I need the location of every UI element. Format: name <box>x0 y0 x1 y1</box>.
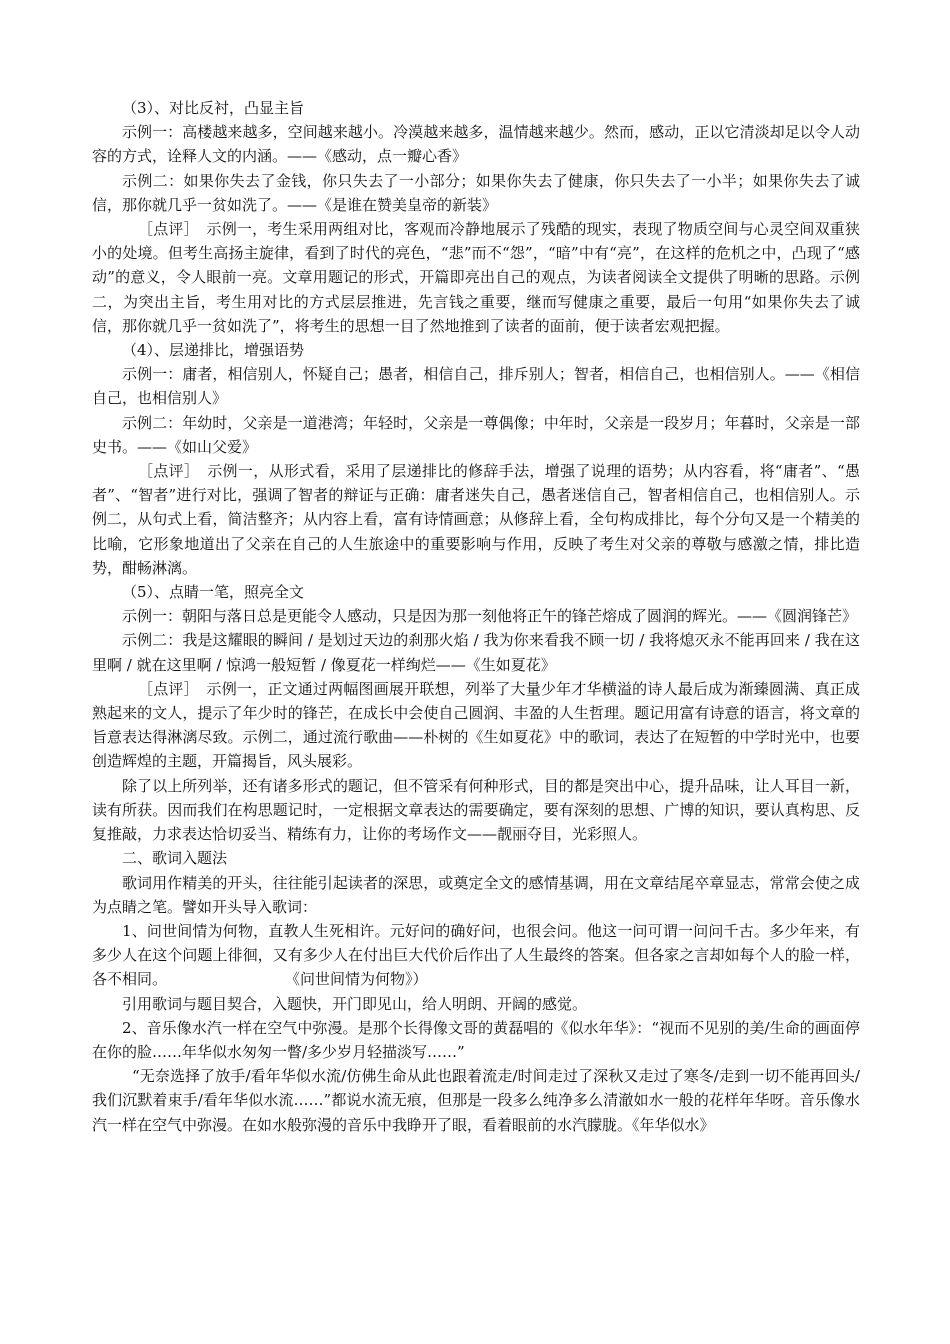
lyrics-example-1 <box>92 919 860 992</box>
document-body <box>92 96 860 1137</box>
section-heading-lyrics: 二、歌词入题法 <box>122 849 228 868</box>
example-paragraph: 示例一：高楼越来越多，空间越来越小。冷漠越来越多，温情越来越少。然而，感动，正以它清淡却足以令人动容的方式，诠释人文的内涵。——《感动，点一瓣心香》 <box>92 123 860 166</box>
body-paragraph: 引用歌词与题目契合，入题快，开门即见山，给人明朗、开阔的感觉。 <box>122 994 588 1013</box>
commentary-paragraph: ［点评］ 示例一，正文通过两幅图画展开联想，列举了大量少年才华横溢的诗人最后成为渐臻圆满、真正成熟起来的文人，提示了年少时的锋芒，在成长中会使自己圆润、丰盈的人生哲理。题记用富有诗意的语言，将文章的旨意表达得淋漓尽致。示例二，通过流行歌曲——朴树的《生如夏花》中的歌词，表达了在短暂的中学时光中，也要创造辉煌的主题，开篇揭旨，风头展彩。 <box>92 679 860 771</box>
lyrics-quote-paragraph: “无奈选择了放手/看年华似水流/仿佛生命从此也跟着流走/时间走过了深秋又走过了寒冬/走到一切不能再回头/我们沉默着束手/看年华似水流……”都说水流无痕，但那是一段多么纯净多么清澈如水一般的花样年华呀。音乐像水汽一样在空气中弥漫。在如水般弥漫的音乐中我睁开了眼，看着眼前的水汽朦胧。《年华似水》 <box>92 1067 860 1134</box>
example-paragraph: 示例二：我是这耀眼的瞬间 / 是划过天边的刹那火焰 / 我为你来看我不顾一切 / 我将熄灭永不能再回来 / 我在这里啊 / 就在这里啊 / 惊鸿一般短暂 / 像夏花一样绚烂——《生如夏花》 <box>92 631 860 674</box>
example-paragraph: 示例二：如果你失去了金钱，你只失去了一小部分；如果你失去了健康，你只失去了一小半；如果你失去了诚信，那你就几乎一贫如洗了。——《是谁在赞美皇帝的新装》 <box>92 171 860 214</box>
commentary-paragraph: ［点评］ 示例一，从形式看，采用了层递排比的修辞手法，增强了说理的语势；从内容看，将“庸者”、“愚者”、“智者”进行对比，强调了智者的辩证与正确：庸者迷失自己，愚者迷信自己，智者相信自己，也相信别人。示例二，从句式上看，简洁整齐；从内容上看，富有诗情画意；从修辞上看，全句构成排比，每个分句又是一个精美的比喻，它形象地道出了父亲在自己的人生旅途中的重要影响与作用，反映了考生对父亲的尊敬与感激之情，排比造势，酣畅淋漓。 <box>92 462 860 577</box>
example-paragraph: 示例一：庸者，相信别人，怀疑自己；愚者，相信自己，排斥别人；智者，相信自己，也相信别人。——《相信自己，也相信别人》 <box>92 365 860 408</box>
lyrics-example-1-text: 1、问世间情为何物，直教人生死相许。元好问的确好问，也很会问。他这一问可谓一问问千古。多少年来，有多少人在这个问题上徘徊，又有多少人在付出巨大代价后作出了人生最终的答案。但各家之言却如每个人的脸一样，各不相同。 <box>92 921 860 989</box>
section-heading-finishing-touch: （5）、点睛一笔，照亮全文 <box>122 583 305 602</box>
section-heading-parallelism: （4）、层递排比，增强语势 <box>122 341 305 360</box>
commentary-paragraph: ［点评］ 示例一，考生采用两组对比，客观而冷静地展示了残酷的现实，表现了物质空间与心灵空间双重狭小的处境。但考生高扬主旋律，看到了时代的亮色，“悲”而不“怨”，“暗”中有“亮”，在这样的危机之中，凸现了“感动”的意义，令人眼前一亮。文章用题记的形式，开篇即亮出自己的观点，为读者阅读全文提供了明晰的思路。示例二，为突出主旨，考生用对比的方式层层推进，先言钱之重要，继而写健康之重要，最后一句用“如果你失去了诚信，那你就几乎一贫如洗了”，将考生的思想一目了然地推到了读者的面前，便于读者宏观把握。 <box>92 220 860 335</box>
body-paragraph: 歌词用作精美的开头，往往能引起读者的深思，或奠定全文的感情基调，用在文章结尾卒章显志，常常会使之成为点睛之笔。譬如开头导入歌词： <box>92 873 860 916</box>
lyrics-example-1-source: 《问世间情为何物》） <box>285 970 428 989</box>
lyrics-example-2: 2、音乐像水汽一样在空气中弥漫。是那个长得像文哥的黄磊唱的《似水年华》：“视而不见别的美/生命的画面停在你的脸……年华似水匆匆一瞥/多少岁月轻描淡写……” <box>92 1018 860 1061</box>
section-heading-contrast: （3）、对比反衬，凸显主旨 <box>122 99 305 117</box>
example-paragraph: 示例二：年幼时，父亲是一道港湾；年轻时，父亲是一尊偶像；中年时，父亲是一段岁月；年暮时，父亲是一部史书。——《如山父爱》 <box>92 413 860 456</box>
example-paragraph: 示例一：朝阳与落日总是更能令人感动，只是因为那一刻他将正午的锋芒熔成了圆润的辉光。——《圆润锋芒》 <box>122 607 858 626</box>
summary-paragraph: 除了以上所列举，还有诸多形式的题记，但不管采有何种形式，目的都是突出中心，提升品味，让人耳目一新，读有所获。因而我们在构思题记时，一定根据文章表达的需要确定，要有深刻的思想、广博的知识，要认真构思、反复推敲，力求表达恰切妥当、精练有力，让你的考场作文——靓丽夺目，光彩照人。 <box>92 776 860 844</box>
